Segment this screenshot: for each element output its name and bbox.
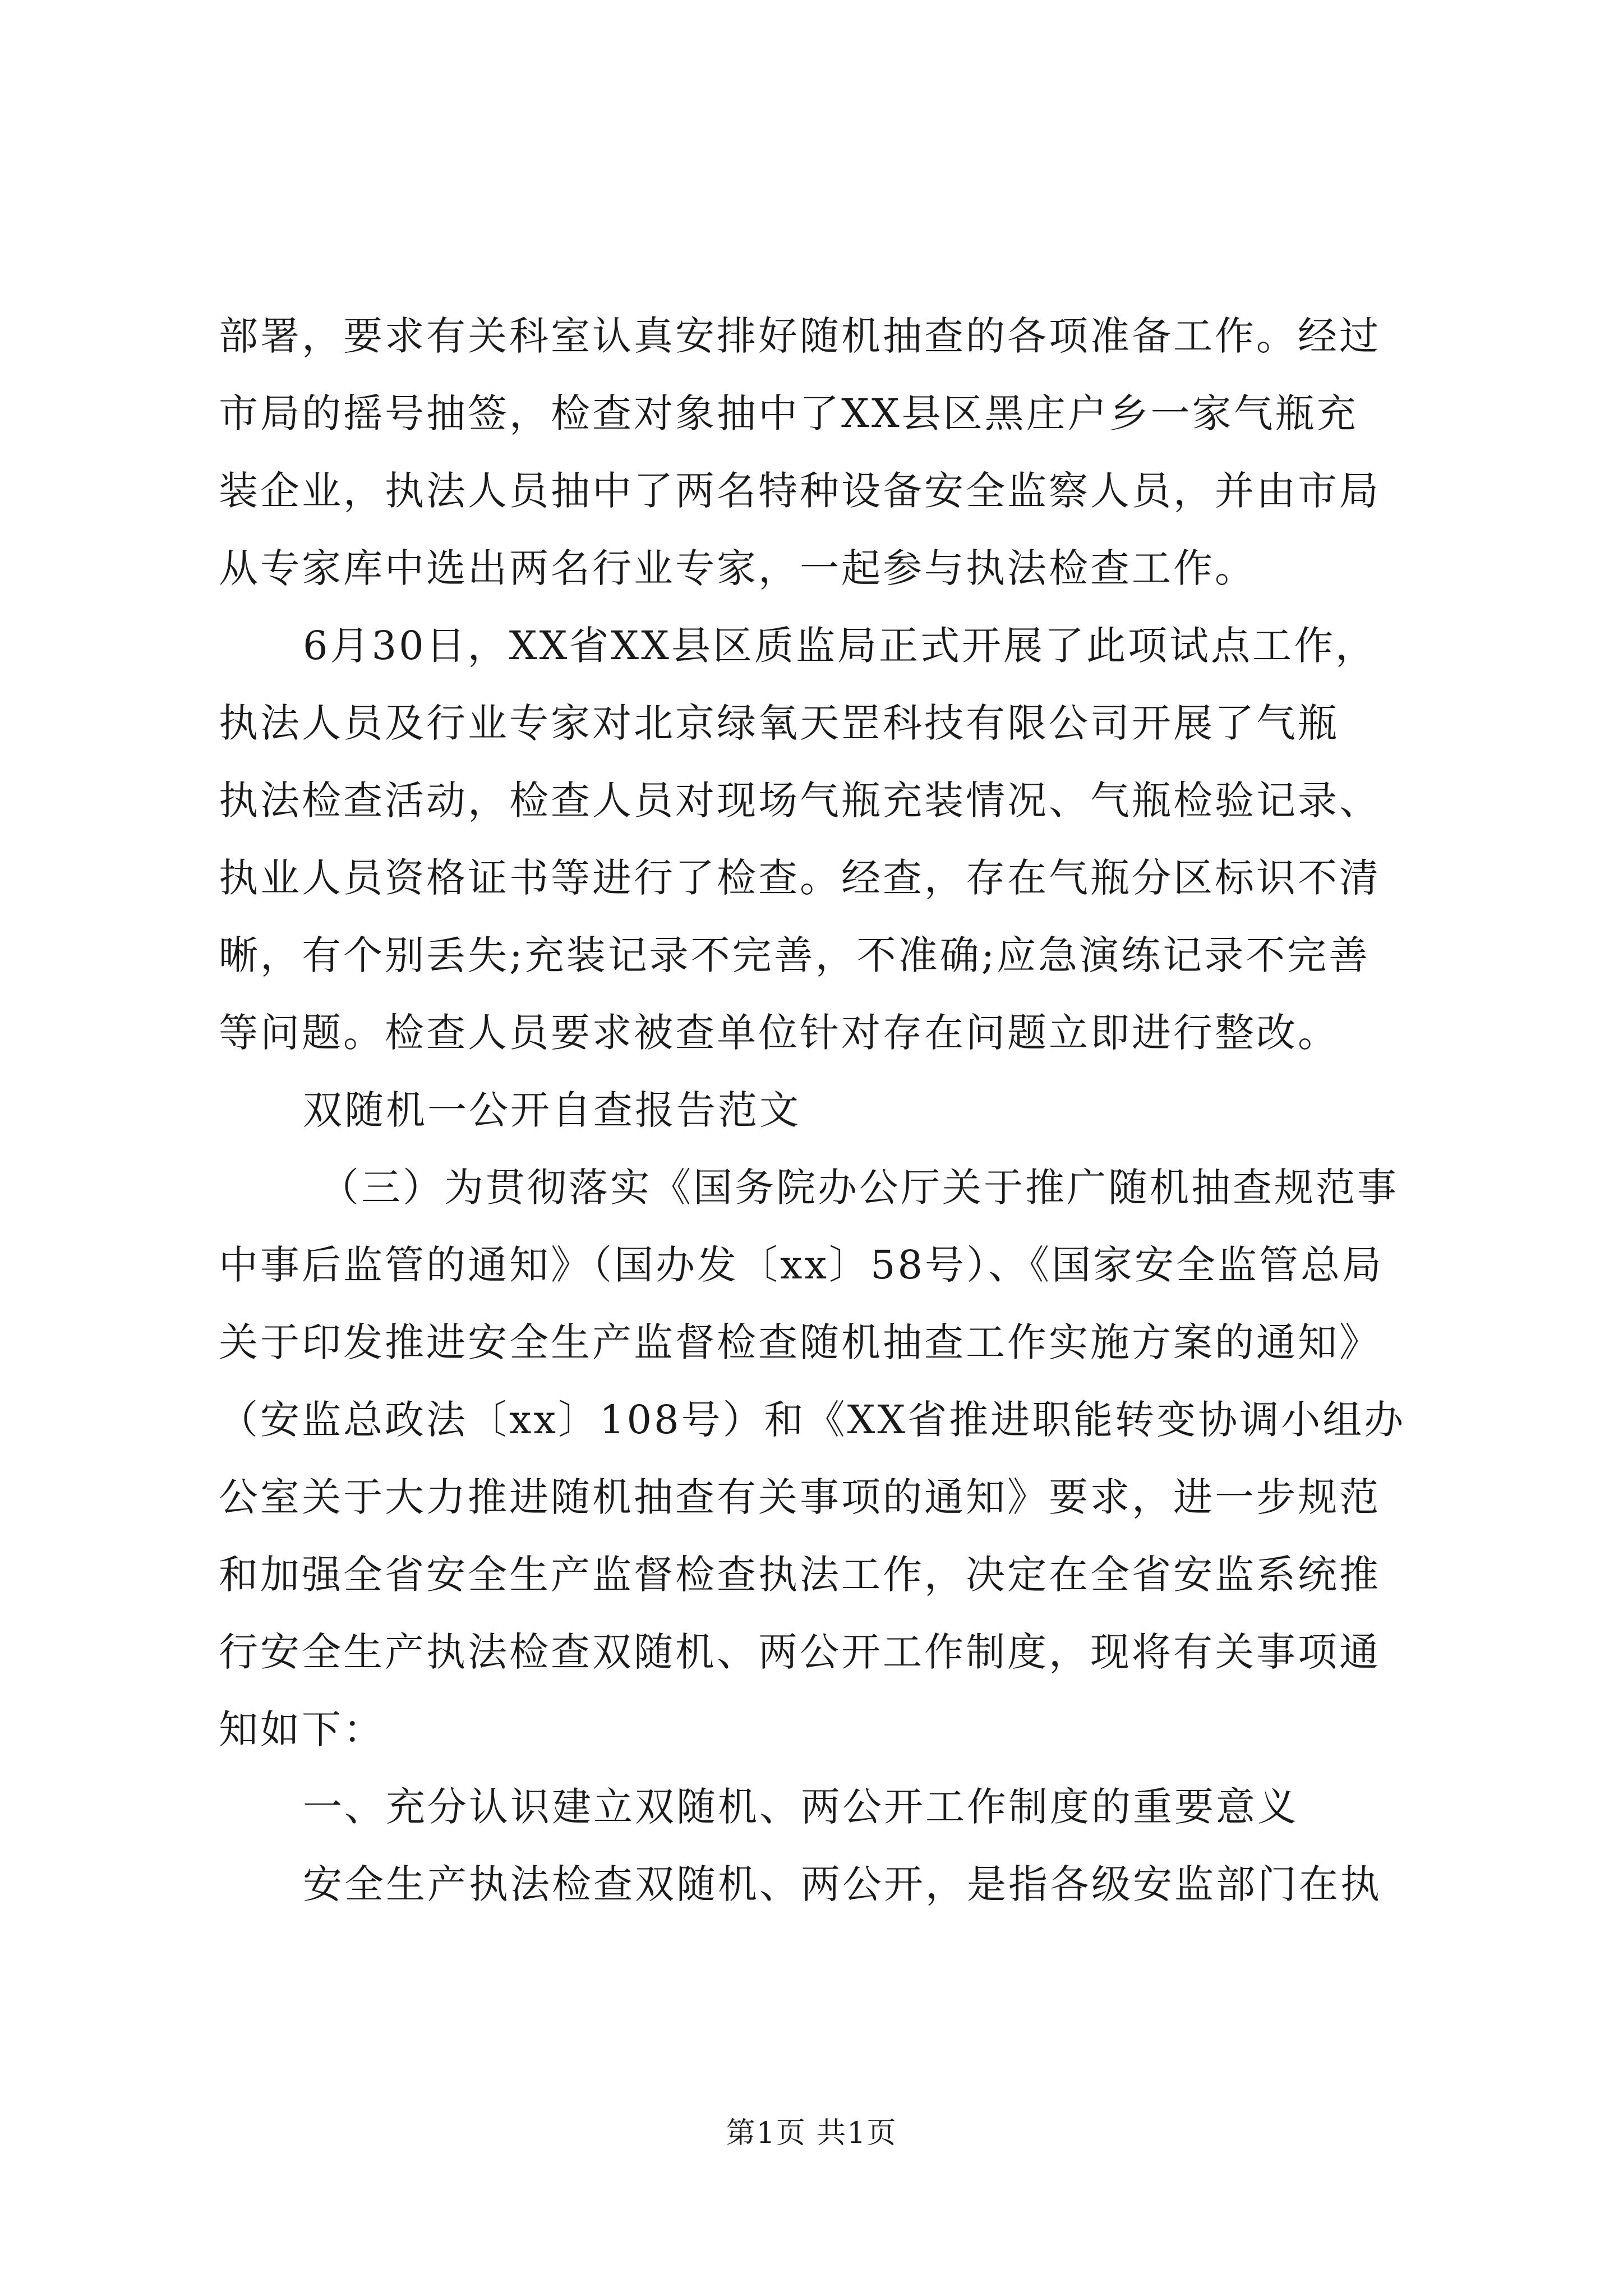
text-line: 公室关于大力推进随机抽查有关事项的通知》要求，进一步规范: [219, 1474, 1381, 1520]
text-line: 和加强全省安全生产监督检查执法工作，决定在全省安监系统推: [219, 1552, 1381, 1598]
section-heading: 一、充分认识建立双随机、两公开工作制度的重要意义: [303, 1784, 1299, 1830]
text-line: 中事后监管的通知》（国办发〔xx〕58号）、《国家安全监管总局: [219, 1242, 1384, 1288]
text-line: 6月30日，XX省XX县区质监局正式开展了此项试点工作，: [303, 623, 1377, 669]
text-line: 安全生产执法检查双随机、两公开，是指各级安监部门在执: [303, 1861, 1382, 1907]
text-line: 知如下：: [219, 1706, 385, 1752]
section-heading: 双随机一公开自查报告范文: [303, 1087, 801, 1133]
text-line: 晰，有个别丢失;充装记录不完善，不准确;应急演练记录不完善: [219, 932, 1371, 978]
document-body: [219, 297, 1419, 1923]
text-line: 关于印发推进安全生产监督检查随机抽查工作实施方案的通知》: [219, 1319, 1381, 1365]
text-line: 行安全生产执法检查双随机、两公开工作制度，现将有关事项通: [219, 1629, 1381, 1675]
text-line: 装企业，执法人员抽中了两名特种设备安全监察人员，并由市局: [219, 468, 1381, 514]
text-line: （三）为贯彻落实《国务院办公厅关于推广随机抽查规范事: [320, 1165, 1399, 1211]
page-footer: 第1页 共1页: [726, 2116, 897, 2150]
text-line: 执法人员及行业专家对北京绿氧天罡科技有限公司开展了气瓶: [219, 700, 1339, 746]
text-line: 等问题。检查人员要求被查单位针对存在问题立即进行整改。: [219, 1010, 1339, 1056]
text-line: （安监总政法〔xx〕108号）和《XX省推进职能转变协调小组办: [219, 1397, 1406, 1443]
text-line: 执业人员资格证书等进行了检查。经查，存在气瓶分区标识不清: [219, 855, 1381, 901]
text-line: 市局的摇号抽签，检查对象抽中了XX县区黑庄户乡一家气瓶充: [219, 390, 1358, 436]
text-line: 从专家库中选出两名行业专家，一起参与执法检查工作。: [219, 545, 1256, 591]
text-line: 执法检查活动，检查人员对现场气瓶充装情况、气瓶检验记录、: [219, 777, 1381, 823]
text-line: 部署，要求有关科室认真安排好随机抽查的各项准备工作。经过: [219, 313, 1381, 359]
